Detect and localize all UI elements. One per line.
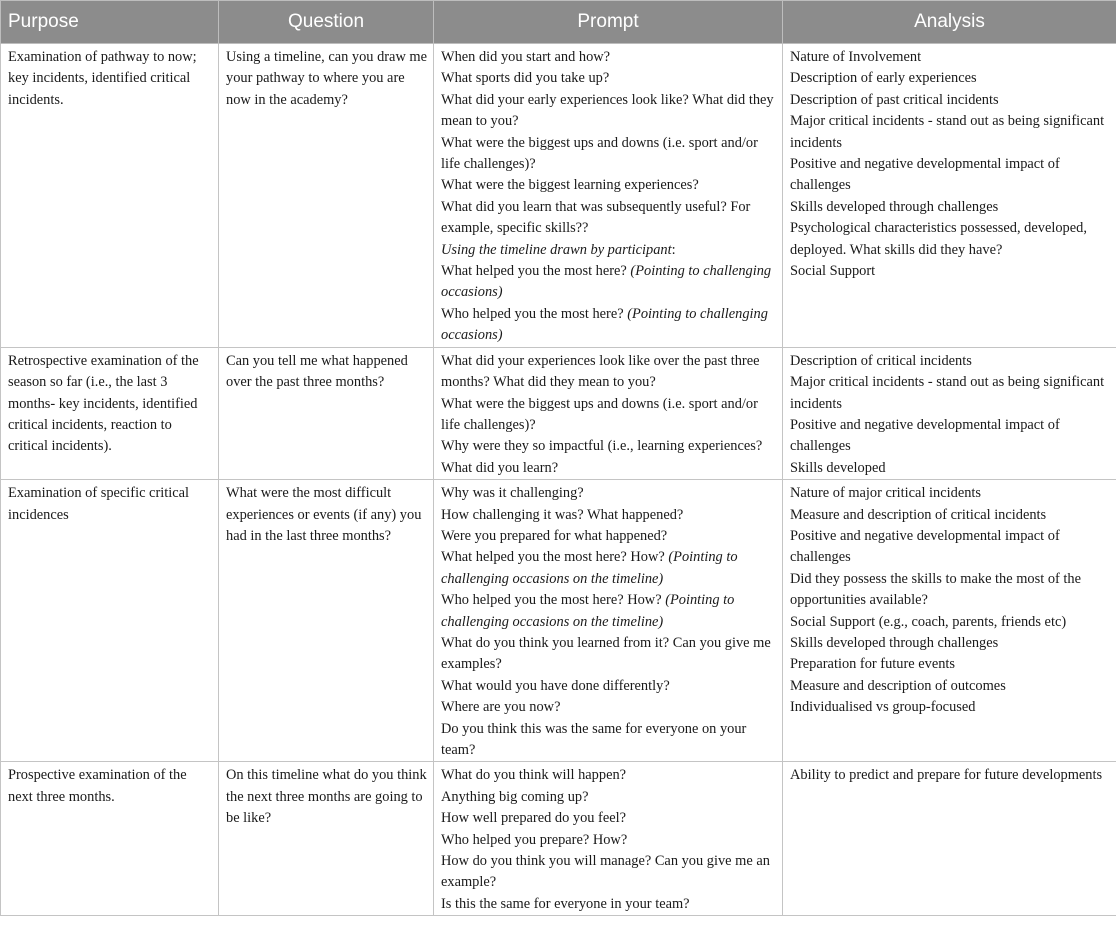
table-row [1,762,1116,916]
analysis-line: Major critical incidents - stand out as being significant incidents [790,113,1105,151]
analysis-line: Skills developed through challenges [790,634,999,651]
analysis-line: Description of past critical incidents [790,91,999,108]
prompt-line [441,765,776,786]
prompt-line [441,304,776,347]
prompt-text: Why were they so impactful (i.e., learning experiences? [441,438,763,455]
prompt-text: What were the biggest learning experiences? [441,177,699,194]
header-analysis: Analysis [783,1,1116,44]
analysis-line: Positive and negative developmental impact of challenges [790,527,1060,566]
prompt-text: How challenging it was? What happened? [441,506,684,523]
prompt-line [441,547,776,590]
purpose-cell: Retrospective examination of the season so far (i.e., the last 3 months- key incidents, identified critical incidents, reaction to critical incidents). [1,347,219,479]
prompt-text: What would you have done differently? [441,677,670,694]
prompt-line [441,436,776,457]
prompt-line [441,787,776,808]
prompt-line [441,175,776,196]
analysis-line: Nature of Involvement [790,49,922,65]
prompt-line [441,133,776,176]
question-cell: On this timeline what do you think the next three months are going to be like? [219,762,434,916]
analysis-line: Nature of major critical incidents [790,485,981,502]
purpose-cell: Examination of specific critical incidences [1,480,219,762]
prompt-note: (Pointing to challenging occasions) [441,263,772,301]
header-row [1,1,1116,44]
prompt-line [441,68,776,89]
prompt-line [441,483,776,504]
header-prompt: Prompt [434,1,783,44]
prompt-text: Who helped you the most here? How? [441,592,666,609]
prompt-text: What did you learn? [441,459,559,476]
prompt-text: How do you think you will manage? Can you give me an example? [441,853,770,891]
prompt-line [441,697,776,718]
prompt-line [441,240,776,261]
prompt-line [441,197,776,240]
analysis-line: Measure and description of outcomes [790,677,1006,694]
analysis-line: Description of critical incidents [790,352,972,369]
analysis-line: Skills developed [790,459,886,476]
prompt-text: Where are you now? [441,699,561,716]
analysis-line: Social Support [790,263,876,280]
prompt-line [441,526,776,547]
analysis-line: Individualised vs group-focused [790,699,976,716]
analysis-line: Description of early experiences [790,70,977,87]
prompt-suffix: : [671,241,676,258]
header-question: Question [219,1,434,44]
header-purpose: Purpose [1,1,219,44]
prompt-line [441,590,776,633]
prompt-line [441,458,776,479]
prompt-line [441,808,776,829]
analysis-line: Measure and description of critical incidents [790,506,1047,523]
prompt-text: Is this the same for everyone in your team? [441,895,690,912]
question-cell: What were the most difficult experiences or events (if any) you had in the last three months? [219,480,434,762]
prompt-cell [434,44,783,348]
question-cell: Using a timeline, can you draw me your pathway to where you are now in the academy? [219,44,434,348]
analysis-cell [783,480,1116,762]
prompt-line [441,90,776,133]
table-row [1,347,1116,479]
prompt-text: What helped you the most here? How? [441,549,669,566]
analysis-line: Did they possess the skills to make the most of the opportunities available? [790,570,1081,609]
analysis-line: Positive and negative developmental impact of challenges [790,416,1060,455]
prompt-line [441,894,776,915]
prompt-text: How well prepared do you feel? [441,810,627,827]
prompt-text: What do you think you learned from it? Can you give me examples? [441,634,771,673]
prompt-text: What did your experiences look like over the past three months? What did they mean to you? [441,352,760,391]
prompt-text: What did you learn that was subsequently useful? For example, specific skills?? [441,198,751,237]
prompt-text: What helped you the most here? [441,263,631,280]
prompt-text: Do you think this was the same for everyone on your team? [441,720,747,758]
prompt-text: Who helped you the most here? [441,305,628,322]
table-row [1,44,1116,348]
prompt-line [441,851,776,894]
analysis-line: Psychological characteristics possessed, developed, deployed. What skills did they have? [790,220,1087,258]
analysis-line: Social Support (e.g., coach, parents, friends etc) [790,613,1067,630]
prompt-text: When did you start and how? [441,49,611,65]
prompt-note: Using the timeline drawn by participant [441,241,672,258]
question-cell: Can you tell me what happened over the past three months? [219,347,434,479]
analysis-line: Positive and negative developmental impact of challenges [790,156,1060,194]
prompt-cell [434,762,783,916]
prompt-line [441,47,776,68]
purpose-cell: Examination of pathway to now; key incidents, identified critical incidents. [1,44,219,348]
prompt-text: Anything big coming up? [441,788,589,805]
prompt-note: (Pointing to challenging occasions on the timeline) [441,592,735,630]
table-body [1,44,1116,916]
analysis-cell [783,44,1116,348]
prompt-cell [434,347,783,479]
prompt-line [441,351,776,394]
prompt-line [441,505,776,526]
analysis-line: Major critical incidents - stand out as being significant incidents [790,374,1105,412]
analysis-line: Preparation for future events [790,656,956,673]
table-row [1,480,1116,762]
prompt-line [441,394,776,437]
prompt-text: What were the biggest ups and downs (i.e. sport and/or life challenges)? [441,395,758,433]
analysis-cell [783,347,1116,479]
prompt-line [441,633,776,676]
prompt-line [441,261,776,304]
prompt-cell [434,480,783,762]
analysis-line: Ability to predict and prepare for future developments [790,767,1103,784]
prompt-text: What did your early experiences look like? What did they mean to you? [441,91,774,130]
prompt-text: What were the biggest ups and downs (i.e. sport and/or life challenges)? [441,134,758,173]
prompt-text: What do you think will happen? [441,767,627,784]
purpose-cell: Prospective examination of the next three months. [1,762,219,916]
prompt-line [441,830,776,851]
prompt-text: What sports did you take up? [441,70,610,87]
prompt-text: Were you prepared for what happened? [441,527,668,544]
analysis-cell [783,762,1116,916]
prompt-note: (Pointing to challenging occasions on the timeline) [441,549,738,587]
analysis-line: Skills developed through challenges [790,198,999,215]
prompt-text: Who helped you prepare? How? [441,831,628,848]
prompt-text: Why was it challenging? [441,485,584,502]
prompt-line [441,676,776,697]
prompt-note: (Pointing to challenging occasions) [441,305,768,344]
prompt-line [441,719,776,762]
